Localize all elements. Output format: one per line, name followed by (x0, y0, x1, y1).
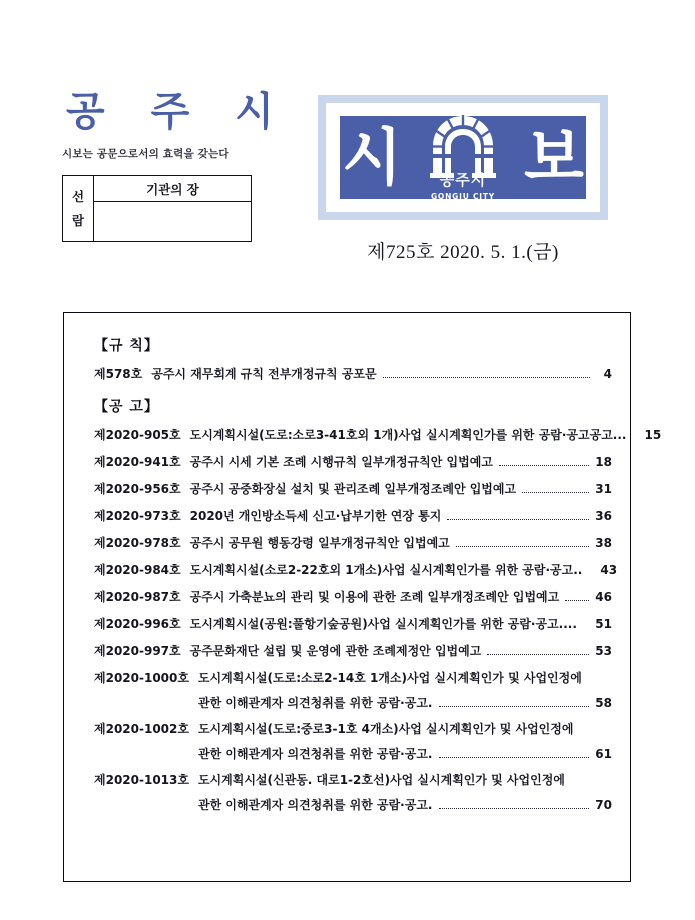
dot-leader (632, 430, 638, 439)
approval-side-char-2: 람 (71, 212, 85, 228)
toc-entry-number: 제2020-1000호 (94, 671, 189, 685)
masthead (0, 0, 695, 292)
toc-entry-line-2 (94, 696, 612, 711)
toc-entry[interactable] (94, 617, 612, 632)
toc-entry[interactable] (94, 590, 612, 605)
toc-entry-page: 51 (595, 617, 612, 631)
logo-blue-plate (340, 116, 586, 199)
toc-entry-title: 도시계획시설(도로:중로3-1호 4개소)사업 실시계획인가 및 사업인정에 (197, 722, 574, 736)
toc-entry-number: 제2020-978호 (94, 536, 181, 550)
toc-entry[interactable] (94, 509, 612, 524)
section-heading-notices: 【공 고】 (94, 399, 159, 415)
emblem-english-label: GONGJU CITY (430, 192, 496, 201)
dot-leader (456, 537, 590, 547)
toc-entry-page: 53 (595, 644, 612, 658)
toc-entry-page: 58 (595, 696, 612, 710)
toc-entry-title: 공주시 재무회계 규칙 전부개정규칙 공포문 (151, 367, 377, 381)
toc-entry-page: 18 (595, 455, 612, 469)
toc-entry-title-cont: 관한 이해관계자 의견청취를 위한 공람·공고. (198, 747, 433, 761)
toc-entry-page: 46 (595, 590, 612, 604)
toc-entry-number: 제2020-987호 (94, 590, 181, 604)
toc-entry[interactable] (94, 773, 612, 813)
toc-entry-title: 공주시 시세 기본 조례 시행규칙 일부개정규칙안 입법예고 (189, 455, 493, 469)
toc-entry[interactable] (94, 671, 612, 711)
dot-leader (439, 748, 590, 758)
toc-entry-title: 공주시 가축분뇨의 관리 및 이용에 관한 조례 일부개정조례안 입법예고 (189, 590, 560, 604)
toc-entry-title: 도시계획시설(도로:소로3-41호외 1개)사업 실시계획인가를 위한 공람·공고공고... (189, 428, 627, 442)
approval-head-label: 기관의 장 (94, 176, 252, 202)
toc-entry-page: 61 (595, 747, 612, 761)
toc-entry[interactable] (94, 455, 612, 470)
logo-white-frame (326, 103, 600, 212)
dot-leader (565, 591, 589, 601)
toc-entry-line-1 (94, 773, 612, 788)
toc-entry-line-2 (94, 798, 612, 813)
emblem-korean-label: 공주시 (439, 170, 487, 189)
toc-entry-number: 제2020-1013호 (94, 773, 189, 787)
toc-entry-number: 제2020-996호 (94, 617, 181, 631)
toc-entry-number: 제578호 (94, 367, 143, 381)
toc-entry-page: 31 (595, 482, 612, 496)
approval-signature-area (94, 202, 252, 242)
toc-entry-page: 4 (603, 367, 612, 381)
toc-entry-title-cont: 관한 이해관계자 의견청취를 위한 공람·공고. (198, 696, 433, 710)
toc-entry-number: 제2020-984호 (94, 563, 181, 577)
dot-leader (383, 368, 590, 378)
toc-entry[interactable] (94, 428, 662, 443)
toc-entry-title: 공주시 공중화장실 설치 및 관리조례 일부개정조례안 입법예고 (189, 482, 517, 496)
city-tagline: 시보는 공문으로서의 효력을 갖는다 (62, 148, 229, 160)
toc-entry-number: 제2020-956호 (94, 482, 181, 496)
toc-entry-line-2 (94, 747, 612, 762)
approval-stamp-table (62, 175, 252, 242)
dot-leader (499, 456, 589, 466)
toc-entry-page: 36 (595, 509, 612, 523)
dot-leader (583, 619, 589, 628)
masthead-left-block (62, 89, 290, 242)
toc-entry-page: 38 (595, 536, 612, 550)
toc-entry[interactable] (94, 722, 612, 762)
toc-entry[interactable] (94, 563, 618, 578)
gazette-logo (318, 95, 608, 220)
toc-entry-page: 70 (595, 798, 612, 812)
toc-entry-title: 도시계획시설(소로2-22호외 1개소)사업 실시계획인가를 위한 공람·공고.. (189, 563, 583, 577)
dot-leader (588, 565, 594, 574)
issue-number-date: 제725호 2020. 5. 1.(금) (367, 242, 559, 263)
toc-entry-number: 제2020-997호 (94, 644, 181, 658)
toc-entry-line-1 (94, 671, 612, 686)
logo-char-bo: 보 (524, 120, 584, 194)
toc-entry-page: 15 (644, 428, 662, 442)
city-title: 공 주 시 (66, 89, 290, 135)
dot-leader (522, 483, 589, 493)
dot-leader (447, 510, 589, 520)
toc-entry-line-1 (94, 722, 612, 737)
toc-entry[interactable] (94, 367, 612, 382)
toc-entry-title: 공주시 공무원 행동강령 일부개정규칙안 입법예고 (189, 536, 450, 550)
section-heading-rules: 【규 칙】 (94, 338, 159, 354)
toc-entry-number: 제2020-1002호 (94, 722, 189, 736)
toc-entry-number: 제2020-905호 (94, 428, 181, 442)
toc-entry-number: 제2020-941호 (94, 455, 181, 469)
dot-leader (487, 645, 589, 655)
toc-entry-title: 도시계획시설(도로:소로2-14호 1개소)사업 실시계획인가 및 사업인정에 (197, 671, 582, 685)
table-of-contents (63, 312, 662, 882)
toc-entry-number: 제2020-973호 (94, 509, 181, 523)
toc-entry-title: 도시계획시설(공원:풀항기숲공원)사업 실시계획인가를 위한 공람·공고.... (189, 617, 577, 631)
dot-leader (439, 799, 590, 809)
toc-entry-title-cont: 관한 이해관계자 의견청취를 위한 공람·공고. (198, 798, 433, 812)
toc-entry-title: 도시계획시설(신관동. 대로1-2호선)사업 실시계획인가 및 사업인정에 (197, 773, 565, 787)
logo-char-si: 시 (342, 120, 402, 194)
toc-entry-title: 2020년 개인방소득세 신고·납부기한 연장 통지 (189, 509, 442, 523)
toc-entry[interactable] (94, 536, 612, 551)
toc-entry[interactable] (94, 482, 612, 497)
toc-entry[interactable] (94, 644, 612, 659)
dot-leader (439, 697, 590, 707)
gongju-arch-emblem-icon (420, 112, 506, 204)
toc-entry-page: 43 (600, 563, 618, 577)
approval-side-label (63, 176, 94, 242)
toc-entry-title: 공주문화재단 설립 및 운영에 관한 조례제정안 입법예고 (189, 644, 482, 658)
approval-side-char-1: 선 (71, 188, 85, 204)
